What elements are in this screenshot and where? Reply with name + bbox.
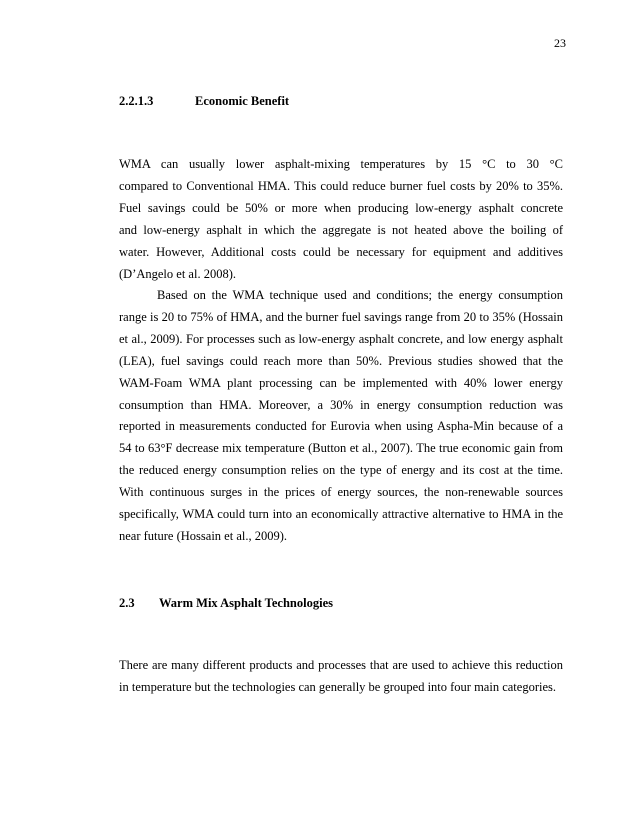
text-line: water. However, Additional costs could be necessary for equipment and additives <box>119 244 563 259</box>
text-line: With continuous surges in the prices of energy sources, the non-renewable sources <box>119 485 563 500</box>
text-line: 54 to 63°F decrease mix temperature (Button et al., 2007). The true economic gain from <box>119 441 563 456</box>
paragraph-wma-technologies <box>119 655 563 699</box>
text-line: range is 20 to 75% of HMA, and the burner fuel savings range from 20 to 35% (Hossain <box>119 309 563 324</box>
text-line: Fuel savings could be 50% or more when producing low-energy asphalt concrete <box>119 200 563 215</box>
paragraph-economic-benefit-1 <box>119 154 563 285</box>
section-number: 2.3 <box>119 596 135 610</box>
text-line: (D’Angelo et al. 2008). <box>119 266 236 281</box>
text-line: WMA can usually lower asphalt-mixing temperatures by 15 °C to 30 °C <box>119 157 563 171</box>
text-line: (LEA), fuel savings could reach more than 50%. Previous studies showed that the <box>119 353 563 368</box>
section-title: Economic Benefit <box>195 94 290 108</box>
section-heading-economic-benefit <box>119 94 289 109</box>
section-title: Warm Mix Asphalt Technologies <box>159 596 333 610</box>
text-line: in temperature but the technologies can generally be grouped into four main categories. <box>119 679 556 694</box>
text-line: et al., 2009). For processes such as low-energy asphalt concrete, and low energy asphalt <box>119 331 563 346</box>
text-line: Based on the WMA technique used and conditions; the energy consumption <box>157 288 563 302</box>
text-line: WAM-Foam WMA plant processing can be implemented with 40% lower energy <box>119 375 563 390</box>
paragraph-economic-benefit-2 <box>119 285 563 548</box>
text-line: reported in measurements conducted for Eurovia when using Aspha-Min because of a <box>119 419 563 434</box>
text-line: near future (Hossain et al., 2009). <box>119 528 287 543</box>
page-number: 23 <box>554 36 566 50</box>
text-line: the reduced energy consumption relies on the type of energy and its cost at the time. <box>119 463 563 478</box>
section-number: 2.2.1.3 <box>119 94 154 108</box>
section-heading-warm-mix-asphalt-technologies <box>119 596 333 611</box>
text-line: compared to Conventional HMA. This could reduce burner fuel costs by 20% to 35%. <box>119 178 563 193</box>
text-line: consumption than HMA. Moreover, a 30% in energy consumption reduction was <box>119 397 563 412</box>
text-line: and low-energy asphalt in which the aggregate is not heated above the boiling of <box>119 222 563 237</box>
text-line: specifically, WMA could turn into an economically attractive alternative to HMA in the <box>119 507 563 522</box>
text-line: There are many different products and processes that are used to achieve this reduction <box>119 658 563 672</box>
